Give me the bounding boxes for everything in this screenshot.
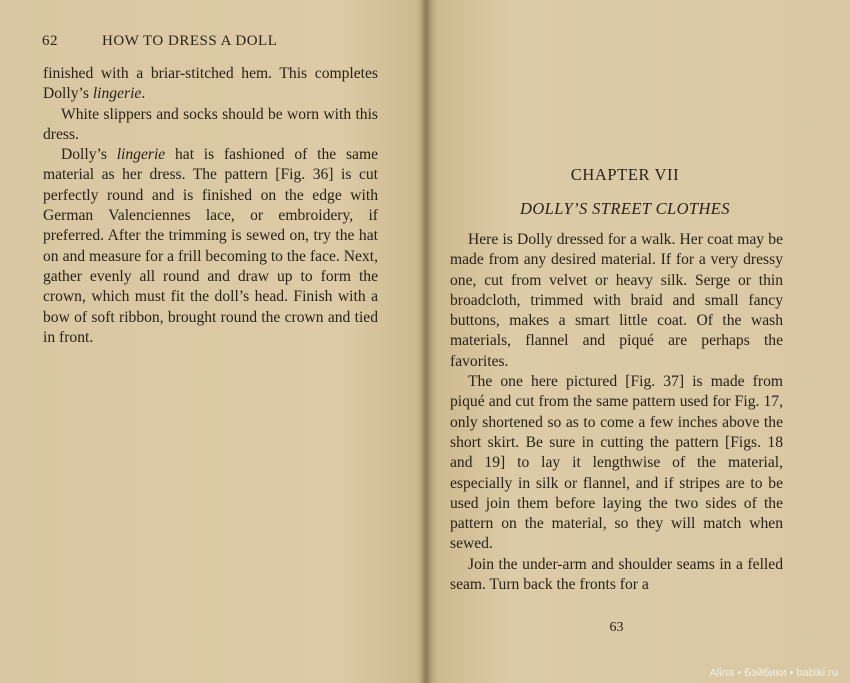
chapter-title: DOLLY’S STREET CLOTHES bbox=[520, 199, 730, 218]
text-run: hat is fashioned of the same material as her dress. The pattern [Fig. 36] is cut perfectly round and is finished on the edge with German Valenciennes lace, or embroidery, if preferred. After the trimming is sewed on, try the hat on and measure for a frill becoming to the face. Next, gather evenly all round and draw up to form the crown, which must fit the doll’s head. Finish with a bow of soft ribbon, brought round the crown and tied in front. bbox=[43, 146, 379, 346]
running-head-title: HOW TO DRESS A DOLL bbox=[102, 33, 278, 49]
italic-text: lingerie bbox=[92, 85, 142, 103]
running-head bbox=[42, 33, 382, 50]
text-run: White slippers and socks should be worn with this dress. bbox=[43, 105, 378, 143]
watermark: Alina • Бэйбики • babiki.ru bbox=[709, 667, 838, 679]
italic-text: lingerie bbox=[116, 146, 166, 164]
chapter-number: CHAPTER VII bbox=[570, 165, 680, 184]
paragraph bbox=[43, 105, 378, 146]
paragraph: Here is Dolly dressed for a walk. Her coat may be made from any desired material. If for a very dressy one, cut from velvet or heavy silk. Serge or thin broadcloth, trimmed with braid and small fancy buttons, makes a smart little coat. Of the wash materials, flannel and piqué are perhaps the favorites. bbox=[450, 231, 783, 370]
page-number-right: 63 bbox=[609, 620, 624, 635]
text-run: . bbox=[141, 85, 146, 103]
right-page-body bbox=[450, 230, 783, 595]
page-number-left: 62 bbox=[42, 33, 58, 49]
right-page bbox=[426, 0, 850, 683]
paragraph bbox=[43, 64, 378, 105]
left-page bbox=[0, 0, 424, 683]
paragraph bbox=[43, 145, 378, 348]
text-run: finished with a briar-stitched hem. This completes Dolly’s bbox=[43, 65, 378, 103]
left-page-body bbox=[43, 64, 378, 348]
paragraph: The one here pictured [Fig. 37] is made from piqué and cut from the same pattern used for Fig. 17, only shortened so as to come a few inches above the short skirt. Be sure in cutting the pattern [Figs. 18 and 19] to lay it lengthwise of the material, especially in silk or flannel, and if stripes are to be used join them before laying the two sides of the pattern on the material, so they will match when sewed. bbox=[450, 373, 783, 553]
text-run: Dolly’s bbox=[61, 146, 117, 164]
paragraph: Join the under-arm and shoulder seams in a felled seam. Turn back the fronts for a bbox=[450, 555, 783, 594]
